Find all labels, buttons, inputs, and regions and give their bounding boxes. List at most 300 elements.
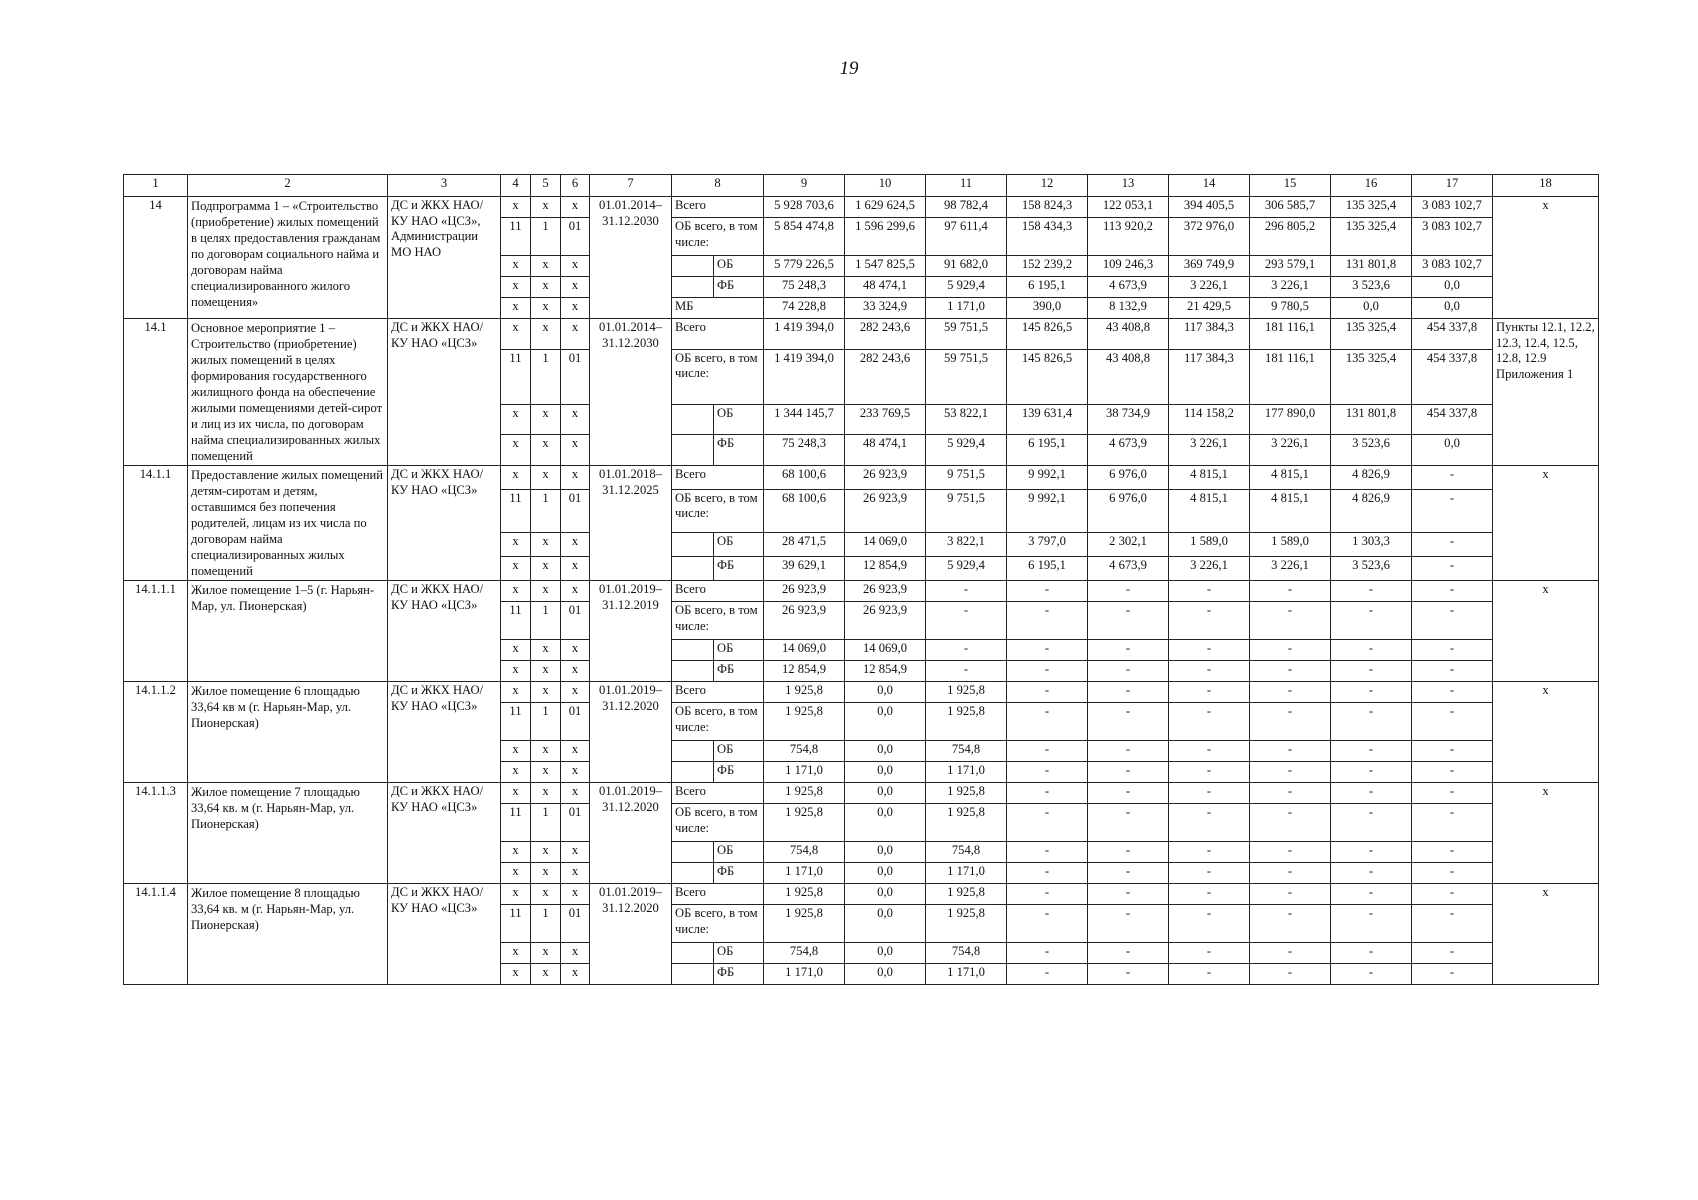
value-cell: 12 854,9	[764, 661, 845, 682]
value-cell: 6 195,1	[1007, 557, 1088, 581]
value-cell: 0,0	[845, 964, 926, 985]
value-cell: -	[1331, 783, 1412, 804]
item-executor: ДС и ЖКХ НАО/ КУ НАО «ЦСЗ»	[388, 884, 501, 985]
table-row	[124, 682, 1599, 703]
value-cell: -	[1169, 741, 1250, 762]
value-cell: 233 769,5	[845, 404, 926, 435]
budget-code-cell: 01	[561, 349, 590, 404]
value-cell: 6 195,1	[1007, 277, 1088, 298]
budget-code-cell: 11	[501, 349, 531, 404]
table-row	[124, 884, 1599, 905]
value-cell: -	[1169, 703, 1250, 741]
budget-code-cell: х	[501, 943, 531, 964]
value-cell: 59 751,5	[926, 319, 1007, 350]
value-cell: 177 890,0	[1250, 404, 1331, 435]
value-cell: 1 596 299,6	[845, 218, 926, 256]
value-cell: 0,0	[1412, 277, 1493, 298]
value-cell: -	[1412, 533, 1493, 557]
budget-code-cell: х	[561, 964, 590, 985]
budget-code-cell: х	[531, 964, 561, 985]
funding-source-blank	[672, 842, 714, 863]
budget-code-cell: х	[531, 842, 561, 863]
item-name: Основное мероприятие 1 – Строительство (приобретение) жилых помещений в целях формирования государственного жилищного фонда на обеспечение жилыми помещениями детей-сирот и лиц из их числа, по договорам найма специализированных жилых помещений	[188, 319, 388, 466]
budget-code-cell: х	[531, 319, 561, 350]
value-cell: -	[1007, 581, 1088, 602]
value-cell: -	[1331, 581, 1412, 602]
column-header: 18	[1493, 175, 1599, 197]
value-cell: 1 925,8	[764, 682, 845, 703]
funding-source: ФБ	[714, 964, 764, 985]
value-cell: -	[1169, 804, 1250, 842]
value-cell: 43 408,8	[1088, 349, 1169, 404]
funding-source-blank	[672, 943, 714, 964]
value-cell: 1 925,8	[926, 783, 1007, 804]
budget-code-cell: х	[501, 557, 531, 581]
value-cell: 181 116,1	[1250, 349, 1331, 404]
value-cell: -	[1412, 741, 1493, 762]
value-cell: -	[1331, 964, 1412, 985]
value-cell: -	[1088, 741, 1169, 762]
funding-source: ФБ	[714, 557, 764, 581]
value-cell: 1 419 394,0	[764, 319, 845, 350]
value-cell: -	[1412, 489, 1493, 532]
item-name: Жилое помещение 6 площадью 33,64 кв м (г. Нарьян-Мар, ул. Пионерская)	[188, 682, 388, 783]
budget-code-cell: 01	[561, 218, 590, 256]
value-cell: -	[1250, 661, 1331, 682]
value-cell: -	[1088, 602, 1169, 640]
value-cell: 131 801,8	[1331, 404, 1412, 435]
table-row	[124, 466, 1599, 490]
budget-code-cell: х	[561, 842, 590, 863]
value-cell: -	[1412, 804, 1493, 842]
value-cell: 454 337,8	[1412, 319, 1493, 350]
funding-source: ОБ	[714, 943, 764, 964]
value-cell: 372 976,0	[1169, 218, 1250, 256]
budget-code-cell: х	[561, 884, 590, 905]
value-cell: 14 069,0	[845, 640, 926, 661]
value-cell: -	[1250, 842, 1331, 863]
value-cell: 21 429,5	[1169, 298, 1250, 319]
budget-code-cell: х	[561, 783, 590, 804]
value-cell: 9 992,1	[1007, 489, 1088, 532]
value-cell: 4 673,9	[1088, 435, 1169, 466]
value-cell: -	[1412, 466, 1493, 490]
value-cell: 135 325,4	[1331, 319, 1412, 350]
value-cell: -	[1007, 682, 1088, 703]
funding-source-blank	[672, 762, 714, 783]
value-cell: -	[1088, 640, 1169, 661]
value-cell: -	[1250, 783, 1331, 804]
value-cell: 0,0	[1412, 298, 1493, 319]
value-cell: 135 325,4	[1331, 197, 1412, 218]
value-cell: 754,8	[926, 741, 1007, 762]
value-cell: 158 824,3	[1007, 197, 1088, 218]
value-cell: 12 854,9	[845, 661, 926, 682]
value-cell: 1 171,0	[926, 964, 1007, 985]
value-cell: 5 929,4	[926, 435, 1007, 466]
value-cell: -	[1088, 804, 1169, 842]
value-cell: -	[1331, 905, 1412, 943]
table-row	[124, 783, 1599, 804]
value-cell: 0,0	[845, 741, 926, 762]
column-header: 11	[926, 175, 1007, 197]
budget-code-cell: х	[531, 661, 561, 682]
value-cell: 91 682,0	[926, 256, 1007, 277]
column-header: 2	[188, 175, 388, 197]
value-cell: -	[1331, 863, 1412, 884]
budget-code-cell: х	[561, 741, 590, 762]
funding-source: Всего	[672, 884, 764, 905]
item-period: 01.01.2019– 31.12.2019	[590, 581, 672, 682]
item-note: х	[1493, 783, 1599, 884]
value-cell: 12 854,9	[845, 557, 926, 581]
budget-code-cell: 1	[531, 349, 561, 404]
budget-code-cell: х	[561, 661, 590, 682]
item-name: Жилое помещение 8 площадью 33,64 кв. м (г. Нарьян-Мар, ул. Пионерская)	[188, 884, 388, 985]
value-cell: -	[1331, 602, 1412, 640]
budget-code-cell: 11	[501, 905, 531, 943]
value-cell: -	[1250, 682, 1331, 703]
value-cell: 5 854 474,8	[764, 218, 845, 256]
value-cell: -	[1250, 602, 1331, 640]
budget-code-cell: х	[531, 762, 561, 783]
value-cell: -	[1169, 682, 1250, 703]
value-cell: 0,0	[845, 762, 926, 783]
column-header: 10	[845, 175, 926, 197]
item-note: х	[1493, 581, 1599, 682]
value-cell: 28 471,5	[764, 533, 845, 557]
page-number: 19	[839, 58, 859, 79]
value-cell: 75 248,3	[764, 435, 845, 466]
funding-source: ФБ	[714, 863, 764, 884]
value-cell: 113 920,2	[1088, 218, 1169, 256]
value-cell: 3 083 102,7	[1412, 197, 1493, 218]
value-cell: 1 171,0	[926, 762, 1007, 783]
value-cell: -	[1088, 661, 1169, 682]
value-cell: -	[1007, 703, 1088, 741]
budget-code-cell: х	[561, 863, 590, 884]
budget-code-cell: х	[501, 783, 531, 804]
funding-source-blank	[672, 661, 714, 682]
value-cell: -	[1331, 661, 1412, 682]
budget-code-cell: х	[561, 762, 590, 783]
budget-code-cell: х	[561, 466, 590, 490]
value-cell: -	[1250, 762, 1331, 783]
value-cell: 0,0	[845, 783, 926, 804]
value-cell: 1 925,8	[926, 804, 1007, 842]
budget-code-cell: 1	[531, 804, 561, 842]
value-cell: -	[1007, 943, 1088, 964]
value-cell: 1 925,8	[764, 804, 845, 842]
value-cell: 1 629 624,5	[845, 197, 926, 218]
budget-code-cell: 01	[561, 703, 590, 741]
value-cell: -	[1007, 640, 1088, 661]
value-cell: 38 734,9	[1088, 404, 1169, 435]
value-cell: 1 171,0	[926, 863, 1007, 884]
value-cell: -	[1007, 905, 1088, 943]
value-cell: -	[1007, 783, 1088, 804]
value-cell: 117 384,3	[1169, 349, 1250, 404]
value-cell: -	[1007, 741, 1088, 762]
value-cell: -	[1250, 884, 1331, 905]
value-cell: -	[1412, 703, 1493, 741]
value-cell: 14 069,0	[764, 640, 845, 661]
item-executor: ДС и ЖКХ НАО/ КУ НАО «ЦСЗ»	[388, 783, 501, 884]
funding-source-blank	[672, 964, 714, 985]
value-cell: 0,0	[845, 863, 926, 884]
budget-code-cell: 1	[531, 489, 561, 532]
item-period: 01.01.2019– 31.12.2020	[590, 783, 672, 884]
value-cell: 6 976,0	[1088, 489, 1169, 532]
funding-source: ОБ всего, в том числе:	[672, 905, 764, 943]
item-name: Подпрограмма 1 – «Строительство (приобретение) жилых помещений в целях предоставления гражданам по договорам социального найма и договорам найма специализированного жилого помещения»	[188, 197, 388, 319]
budget-code-cell: х	[561, 640, 590, 661]
budget-code-cell: х	[561, 581, 590, 602]
value-cell: 131 801,8	[1331, 256, 1412, 277]
value-cell: 139 631,4	[1007, 404, 1088, 435]
value-cell: 3 226,1	[1250, 435, 1331, 466]
value-cell: 0,0	[845, 884, 926, 905]
budget-code-cell: х	[561, 404, 590, 435]
budget-code-cell: 01	[561, 602, 590, 640]
value-cell: 4 815,1	[1250, 466, 1331, 490]
value-cell: 1 344 145,7	[764, 404, 845, 435]
value-cell: 282 243,6	[845, 349, 926, 404]
value-cell: 5 929,4	[926, 277, 1007, 298]
item-code: 14.1.1.2	[124, 682, 188, 783]
column-header: 9	[764, 175, 845, 197]
funding-source: ФБ	[714, 435, 764, 466]
value-cell: 117 384,3	[1169, 319, 1250, 350]
table-row	[124, 319, 1599, 350]
funding-source-blank	[672, 640, 714, 661]
budget-code-cell: х	[501, 762, 531, 783]
value-cell: -	[1250, 863, 1331, 884]
funding-source: ОБ	[714, 256, 764, 277]
value-cell: 293 579,1	[1250, 256, 1331, 277]
value-cell: 26 923,9	[845, 466, 926, 490]
budget-code-cell: 1	[531, 218, 561, 256]
value-cell: 3 226,1	[1169, 277, 1250, 298]
budget-code-cell: х	[561, 319, 590, 350]
item-name: Предоставление жилых помещений детям-сиротам и детям, оставшимся без попечения родителей, лицам из их числа по договорам найма специализированных жилых помещений	[188, 466, 388, 581]
value-cell: 75 248,3	[764, 277, 845, 298]
value-cell: 145 826,5	[1007, 349, 1088, 404]
budget-code-cell: 11	[501, 804, 531, 842]
value-cell: -	[1169, 905, 1250, 943]
value-cell: -	[1331, 943, 1412, 964]
funding-source: ОБ всего, в том числе:	[672, 218, 764, 256]
value-cell: 0,0	[1412, 435, 1493, 466]
value-cell: -	[1331, 842, 1412, 863]
value-cell: -	[1007, 602, 1088, 640]
value-cell: -	[1412, 905, 1493, 943]
value-cell: 754,8	[926, 842, 1007, 863]
funding-source: ФБ	[714, 277, 764, 298]
item-executor: ДС и ЖКХ НАО/ КУ НАО «ЦСЗ»	[388, 319, 501, 466]
value-cell: 59 751,5	[926, 349, 1007, 404]
funding-source: ОБ всего, в том числе:	[672, 602, 764, 640]
item-note: х	[1493, 197, 1599, 319]
value-cell: 9 751,5	[926, 489, 1007, 532]
value-cell: 0,0	[845, 905, 926, 943]
value-cell: 114 158,2	[1169, 404, 1250, 435]
value-cell: 3 523,6	[1331, 435, 1412, 466]
budget-code-cell: 11	[501, 703, 531, 741]
value-cell: 1 925,8	[764, 783, 845, 804]
column-header: 14	[1169, 175, 1250, 197]
column-header: 8	[672, 175, 764, 197]
budget-code-cell: 01	[561, 489, 590, 532]
item-code: 14.1.1.4	[124, 884, 188, 985]
value-cell: -	[1088, 762, 1169, 783]
budget-code-cell: х	[561, 682, 590, 703]
value-cell: 43 408,8	[1088, 319, 1169, 350]
budget-code-cell: х	[531, 581, 561, 602]
value-cell: 1 925,8	[926, 905, 1007, 943]
funding-source: Всего	[672, 197, 764, 218]
item-name: Жилое помещение 7 площадью 33,64 кв. м (г. Нарьян-Мар, ул. Пионерская)	[188, 783, 388, 884]
budget-code-cell: х	[501, 404, 531, 435]
value-cell: 0,0	[845, 943, 926, 964]
budget-code-cell: х	[501, 640, 531, 661]
value-cell: 390,0	[1007, 298, 1088, 319]
value-cell: 26 923,9	[764, 581, 845, 602]
item-executor: ДС и ЖКХ НАО/ КУ НАО «ЦСЗ»	[388, 466, 501, 581]
budget-code-cell: х	[561, 197, 590, 218]
budget-code-cell: 11	[501, 602, 531, 640]
value-cell: 4 815,1	[1169, 466, 1250, 490]
item-executor: ДС и ЖКХ НАО/ КУ НАО «ЦСЗ»	[388, 682, 501, 783]
value-cell: -	[1088, 943, 1169, 964]
value-cell: 6 195,1	[1007, 435, 1088, 466]
value-cell: 0,0	[845, 703, 926, 741]
value-cell: -	[1007, 884, 1088, 905]
funding-source-blank	[672, 741, 714, 762]
value-cell: -	[1169, 640, 1250, 661]
value-cell: -	[1088, 842, 1169, 863]
value-cell: -	[1088, 581, 1169, 602]
budget-code-cell: х	[501, 964, 531, 985]
value-cell: 454 337,8	[1412, 404, 1493, 435]
budget-code-cell: 1	[531, 703, 561, 741]
value-cell: -	[1169, 602, 1250, 640]
value-cell: -	[1331, 640, 1412, 661]
value-cell: 1 925,8	[926, 884, 1007, 905]
value-cell: 3 523,6	[1331, 277, 1412, 298]
column-header: 17	[1412, 175, 1493, 197]
value-cell: -	[1412, 783, 1493, 804]
value-cell: -	[1412, 964, 1493, 985]
value-cell: 135 325,4	[1331, 349, 1412, 404]
budget-code-cell: х	[501, 884, 531, 905]
value-cell: 1 171,0	[764, 762, 845, 783]
value-cell: 0,0	[1331, 298, 1412, 319]
budget-code-cell: х	[531, 466, 561, 490]
funding-source: ФБ	[714, 762, 764, 783]
budget-code-cell: х	[531, 298, 561, 319]
value-cell: -	[1169, 581, 1250, 602]
value-cell: 1 925,8	[926, 703, 1007, 741]
value-cell: 3 226,1	[1169, 557, 1250, 581]
value-cell: -	[1412, 602, 1493, 640]
value-cell: -	[1088, 905, 1169, 943]
budget-code-cell: 1	[531, 905, 561, 943]
value-cell: -	[926, 581, 1007, 602]
value-cell: -	[1007, 661, 1088, 682]
value-cell: 9 992,1	[1007, 466, 1088, 490]
value-cell: 754,8	[764, 943, 845, 964]
budget-code-cell: х	[501, 682, 531, 703]
value-cell: 754,8	[926, 943, 1007, 964]
value-cell: -	[1412, 581, 1493, 602]
budget-code-cell: х	[501, 277, 531, 298]
budget-code-cell: х	[531, 783, 561, 804]
value-cell: 3 083 102,7	[1412, 218, 1493, 256]
budget-code-cell: х	[531, 404, 561, 435]
budget-code-cell: х	[531, 277, 561, 298]
value-cell: -	[1331, 804, 1412, 842]
value-cell: -	[1169, 964, 1250, 985]
budget-code-cell: 01	[561, 905, 590, 943]
value-cell: 1 303,3	[1331, 533, 1412, 557]
value-cell: -	[1331, 741, 1412, 762]
value-cell: -	[1331, 703, 1412, 741]
value-cell: 4 815,1	[1169, 489, 1250, 532]
funding-source: ОБ всего, в том числе:	[672, 489, 764, 532]
budget-code-cell: х	[501, 319, 531, 350]
value-cell: 3 797,0	[1007, 533, 1088, 557]
funding-source: ОБ	[714, 404, 764, 435]
funding-source: Всего	[672, 319, 764, 350]
item-code: 14	[124, 197, 188, 319]
value-cell: 754,8	[764, 842, 845, 863]
program-funding-table	[123, 174, 1599, 985]
value-cell: 145 826,5	[1007, 319, 1088, 350]
item-period: 01.01.2014– 31.12.2030	[590, 319, 672, 466]
value-cell: 26 923,9	[845, 489, 926, 532]
value-cell: 1 925,8	[764, 703, 845, 741]
value-cell: 158 434,3	[1007, 218, 1088, 256]
value-cell: 1 925,8	[764, 905, 845, 943]
table-row	[124, 581, 1599, 602]
value-cell: 68 100,6	[764, 466, 845, 490]
column-header: 7	[590, 175, 672, 197]
funding-source: ОБ	[714, 842, 764, 863]
value-cell: 9 751,5	[926, 466, 1007, 490]
budget-code-cell: х	[531, 640, 561, 661]
value-cell: -	[1007, 842, 1088, 863]
value-cell: -	[1169, 884, 1250, 905]
value-cell: -	[1250, 943, 1331, 964]
item-executor: ДС и ЖКХ НАО/ КУ НАО «ЦСЗ»	[388, 581, 501, 682]
budget-code-cell: х	[531, 435, 561, 466]
value-cell: -	[1169, 783, 1250, 804]
value-cell: 26 923,9	[845, 602, 926, 640]
value-cell: 68 100,6	[764, 489, 845, 532]
column-number-row	[124, 175, 1599, 197]
budget-code-cell: х	[561, 256, 590, 277]
item-note: х	[1493, 682, 1599, 783]
value-cell: 5 928 703,6	[764, 197, 845, 218]
budget-code-cell: х	[501, 661, 531, 682]
value-cell: 5 779 226,5	[764, 256, 845, 277]
value-cell: 98 782,4	[926, 197, 1007, 218]
budget-code-cell: х	[561, 533, 590, 557]
value-cell: 1 171,0	[764, 964, 845, 985]
item-code: 14.1.1.1	[124, 581, 188, 682]
funding-source: ОБ всего, в том числе:	[672, 804, 764, 842]
